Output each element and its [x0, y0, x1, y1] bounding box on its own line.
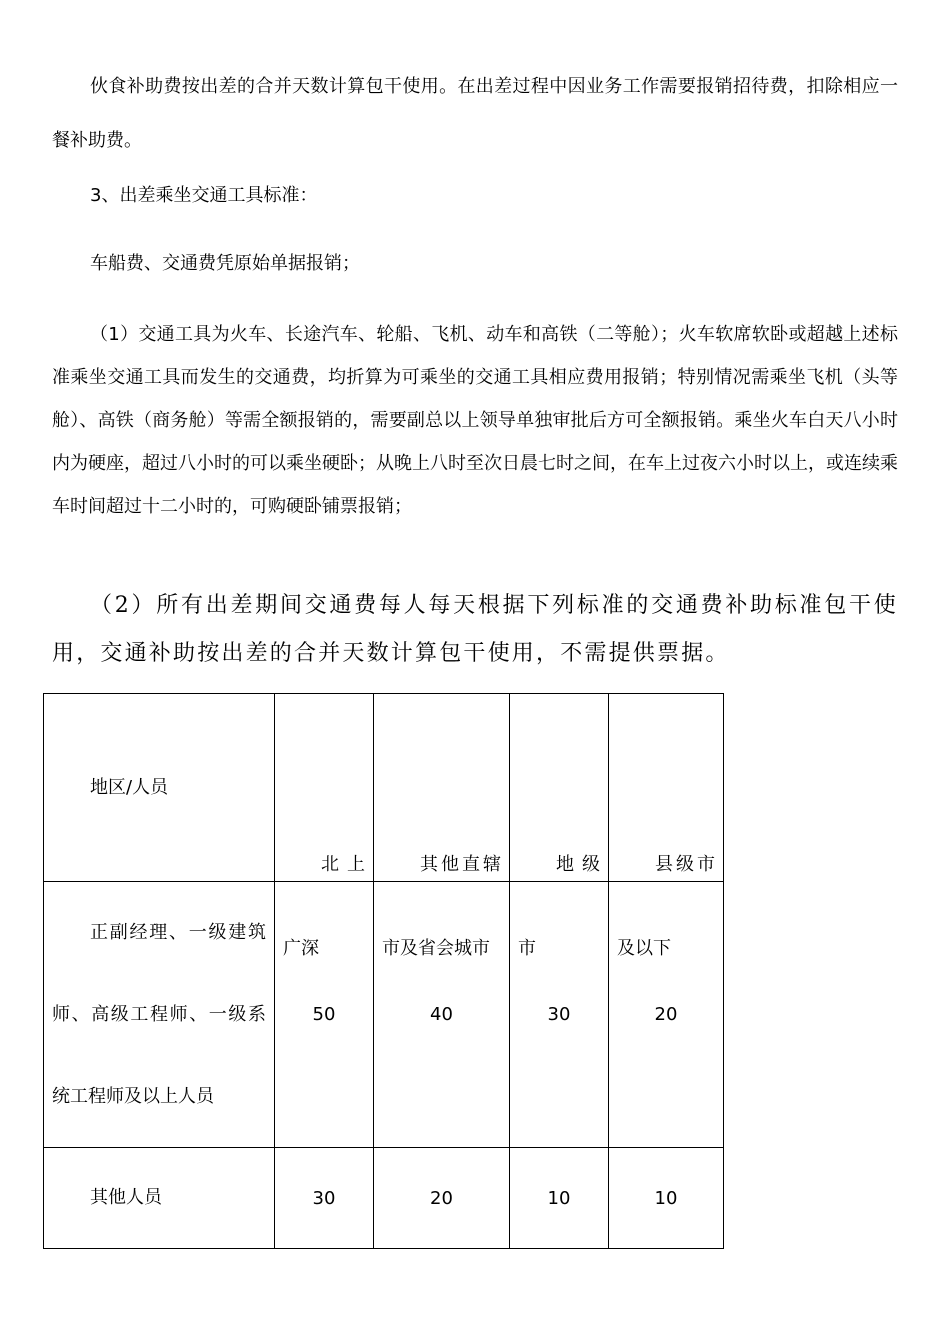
value-cell: 30 — [275, 1148, 374, 1249]
value-cell: 40 — [374, 882, 510, 1148]
row-label-cell: 正副经理、一级建筑师、高级工程师、一级系统工程师及以上人员 — [44, 882, 275, 1148]
transport-subsidy-table — [43, 693, 724, 1249]
transport-standard-heading: 3、出差乘坐交通工具标准： — [90, 185, 318, 206]
value-cell: 30 — [510, 882, 609, 1148]
value-cell: 50 — [275, 882, 374, 1148]
receipt-reimbursement-paragraph: 车船费、交通费凭原始单据报销； — [90, 253, 360, 274]
table-row — [44, 1148, 724, 1249]
value-cell: 20 — [374, 1148, 510, 1249]
meal-allowance-paragraph: 伙食补助费按出差的合并天数计算包干使用。在出差过程中因业务工作需要报销招待费，扣除相应一餐补助费。 — [52, 76, 898, 151]
header-cell-county: 县级市及以下 — [609, 694, 724, 882]
table-header-row — [44, 694, 724, 882]
header-cell-region-person: 地区/人员 — [44, 694, 275, 882]
header-cell-provincial: 其他直辖市及省会城市 — [374, 694, 510, 882]
transport-subsidy-paragraph: （2）所有出差期间交通费每人每天根据下列标准的交通费补助标准包干使用，交通补助按出差的合并天数计算包干使用，不需提供票据。 — [52, 593, 898, 666]
row-label-cell: 其他人员 — [44, 1148, 275, 1249]
header-cell-prefecture: 地级市 — [510, 694, 609, 882]
transport-rules-paragraph: （1）交通工具为火车、长途汽车、轮船、飞机、动车和高铁（二等舱）；火车软席软卧或超越上述标准乘坐交通工具而发生的交通费，均折算为可乘坐的交通工具相应费用报销；特别情况需乘坐飞机（头等舱）、高铁（商务舱）等需全额报销的，需要副总以上领导单独审批后方可全额报销。乘坐火车白天八小时内为硬座，超过八小时的可以乘坐硬卧；从晚上八时至次日晨七时之间，在车上过夜六小时以上，或连续乘车时间超过十二小时的，可购硬卧铺票报销； — [52, 324, 898, 517]
value-cell: 10 — [609, 1148, 724, 1249]
value-cell: 10 — [510, 1148, 609, 1249]
header-cell-tier1: 北上广深 — [275, 694, 374, 882]
value-cell: 20 — [609, 882, 724, 1148]
